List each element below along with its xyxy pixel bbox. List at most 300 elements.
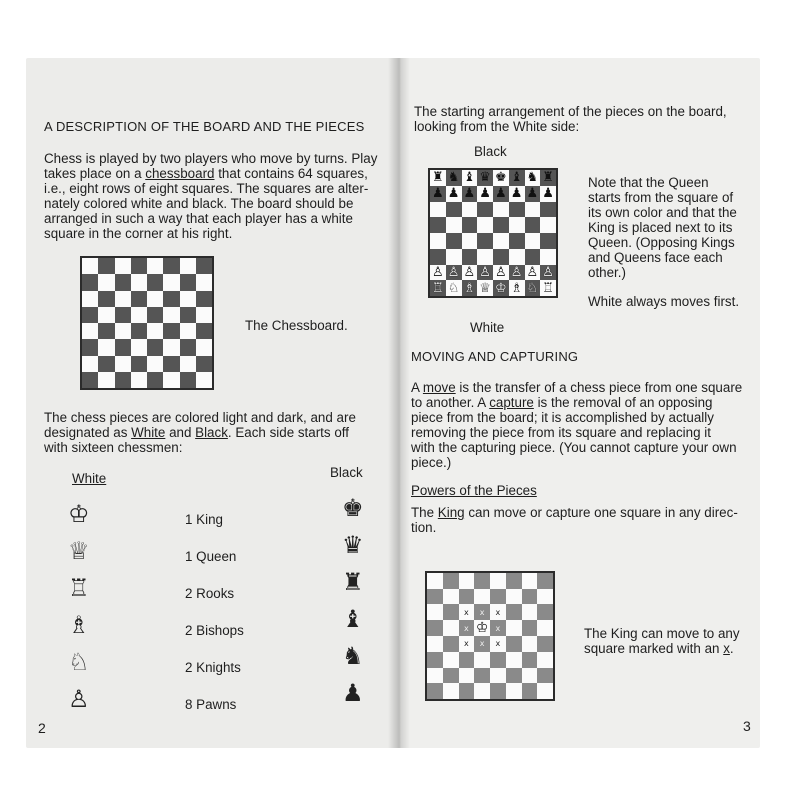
board-square [477,280,493,296]
white-piece-icon: ♙ [479,264,491,280]
board-square [525,265,541,281]
board-square [196,291,212,307]
board-square [490,668,506,684]
move-mark: x [464,607,469,617]
move-mark: x [495,623,501,633]
board-square [540,280,556,296]
black-piece-icon: ♛ [479,170,491,186]
board-square [446,186,462,202]
board-square [180,323,196,339]
board-square [443,620,459,636]
board-square [493,249,509,265]
board-square [180,258,196,274]
piece-count-label: 1 King [185,512,223,527]
board-square [522,652,538,668]
white-piece-icon: ♙ [542,264,554,280]
board-square [443,652,459,668]
board-square [474,620,490,636]
board-square [540,202,556,218]
board-square [474,683,490,699]
board-square [506,652,522,668]
white-queen-icon: ♕ [68,537,90,565]
powers-heading: Powers of the Pieces [411,483,537,498]
board-square [474,652,490,668]
piece-count-label: 2 Bishops [185,623,244,638]
note-line-6: and Queens face each [588,250,723,265]
black-queen-icon: ♛ [342,531,364,559]
board-square [115,274,131,290]
arrangement-line-2: looking from the White side: [414,119,580,134]
board-square [459,683,475,699]
board-square [490,604,506,620]
move-mark: x [479,607,485,617]
board-square [82,339,98,355]
board-square [522,620,538,636]
white-piece-icon: ♙ [432,264,444,280]
black-piece-icon: ♟ [495,186,507,202]
board-square [98,372,114,388]
board-square [430,233,446,249]
pieces-line-2: designated as White and Black. Each side starts off [44,425,349,440]
pieces-line-1: The chess pieces are colored light and dark, and are [44,410,356,425]
board-square [131,291,147,307]
board-square [522,604,538,620]
intro-line-3: i.e., eight rows of eight squares. The squares are alter- [44,181,369,196]
board-square [98,274,114,290]
board-square [180,339,196,355]
board-square [98,291,114,307]
move-mark: x [464,639,469,649]
black-piece-icon: ♟ [432,186,444,202]
black-rook-icon: ♜ [342,568,364,596]
board-square [427,589,443,605]
board-square [493,202,509,218]
board-square [459,573,475,589]
piece-count-label: 2 Knights [185,660,241,675]
white-term: White [131,425,166,440]
book-gutter [388,58,410,748]
board-square [493,233,509,249]
moving-line-6: piece.) [411,455,452,470]
black-piece-icon: ♞ [526,170,539,186]
black-pawn-icon: ♟ [342,679,364,707]
intro-line-6: square in the corner at his right. [44,226,233,241]
board-square [477,217,493,233]
board-square [180,372,196,388]
x-term: x [723,641,730,656]
board-square [147,291,163,307]
white-rook-icon: ♖ [68,574,90,602]
black-piece-icon: ♝ [510,170,523,186]
black-piece-icon: ♟ [526,186,539,202]
board-square [525,202,541,218]
white-piece-icon: ♘ [526,280,539,296]
board-square [131,372,147,388]
left-heading: A DESCRIPTION OF THE BOARD AND THE PIECES [44,119,365,134]
intro-line-1: Chess is played by two players who move by turns. Play [44,151,378,166]
king-term: King [437,505,465,520]
board-square [522,589,538,605]
board-square [115,339,131,355]
board-square [430,249,446,265]
white-knight-icon: ♘ [68,648,90,676]
board-square [462,265,478,281]
king-icon: ♔ [475,620,489,637]
board-square [196,307,212,323]
white-piece-icon: ♙ [526,264,539,280]
arrangement-line-1: The starting arrangement of the pieces on the board, [414,104,727,119]
board-square [506,683,522,699]
board-square [474,636,490,652]
intro-line-5: arranged in such a way that each player has a white [44,211,353,226]
moving-heading: MOVING AND CAPTURING [411,349,579,364]
board-square [131,323,147,339]
board-square [427,652,443,668]
board-square [522,683,538,699]
board-square [506,573,522,589]
page-number-left: 2 [38,720,46,736]
board-square [443,683,459,699]
board-square [98,356,114,372]
black-piece-icon: ♜ [432,170,444,186]
board-square [115,372,131,388]
white-side-label: White [470,320,505,335]
black-column-header: Black [330,465,363,480]
board-square [490,636,506,652]
king-caption-line-2: square marked with an x. [584,641,734,656]
board-square [443,604,459,620]
board-square [196,339,212,355]
black-piece-icon: ♚ [495,170,507,186]
board-square [474,573,490,589]
board-square [131,307,147,323]
board-square [82,307,98,323]
white-piece-icon: ♙ [463,264,476,280]
black-piece-icon: ♟ [463,186,476,202]
board-square [462,170,478,186]
board-square [509,265,525,281]
board-square [196,356,212,372]
board-square [493,186,509,202]
board-square [115,258,131,274]
black-side-label: Black [474,144,507,159]
board-square [462,186,478,202]
board-square [115,291,131,307]
board-square [459,620,475,636]
black-piece-icon: ♜ [542,170,554,186]
board-square [509,233,525,249]
chessboard-caption: The Chessboard. [245,318,348,333]
board-square [522,668,538,684]
starting-position-board [428,168,558,298]
board-square [98,323,114,339]
pieces-line-3: with sixteen chessmen: [44,440,183,455]
board-square [427,683,443,699]
board-square [196,258,212,274]
black-piece-icon: ♟ [542,186,554,202]
board-square [477,202,493,218]
board-square [196,274,212,290]
white-king-icon: ♔ [68,500,90,528]
board-square [477,186,493,202]
page-number-right: 3 [743,718,751,734]
board-square [462,249,478,265]
black-piece-icon: ♝ [463,170,476,186]
board-square [163,323,179,339]
board-square [430,186,446,202]
chessboard-term: chessboard [145,166,215,181]
board-square [474,604,490,620]
board-square [540,249,556,265]
board-square [490,683,506,699]
capture-term: capture [489,395,534,410]
black-term: Black [195,425,228,440]
board-square [98,339,114,355]
king-line-1: The King can move or capture one square in any direc- [411,505,738,520]
board-square [537,604,553,620]
white-bishop-icon: ♗ [68,611,90,639]
black-king-icon: ♚ [342,494,364,522]
board-square [509,280,525,296]
board-square [506,589,522,605]
board-square [131,356,147,372]
moving-line-3: piece from the board; it is accomplished by actually [411,410,714,425]
board-square [427,620,443,636]
board-square [459,652,475,668]
board-square [180,291,196,307]
board-square [537,652,553,668]
board-square [493,217,509,233]
empty-chessboard [80,256,214,390]
board-square [196,323,212,339]
note-line-1: Note that the Queen [588,175,709,190]
board-square [506,668,522,684]
board-square [474,589,490,605]
moving-line-4: removing the piece from its square and replacing it [411,425,711,440]
board-square [525,249,541,265]
board-square [459,636,475,652]
white-moves-first: White always moves first. [588,294,740,309]
board-square [446,202,462,218]
board-square [147,356,163,372]
board-square [427,636,443,652]
board-square [430,170,446,186]
board-square [462,217,478,233]
move-mark: x [495,607,501,617]
board-square [430,217,446,233]
board-square [537,573,553,589]
black-piece-icon: ♞ [447,170,460,186]
board-square [163,356,179,372]
board-square [446,249,462,265]
note-line-3: its own color and that the [588,205,737,220]
board-square [82,258,98,274]
moving-line-2: to another. A capture is the removal of an opposing [411,395,713,410]
board-square [163,258,179,274]
board-square [446,170,462,186]
board-square [98,307,114,323]
piece-count-label: 2 Rooks [185,586,235,601]
board-square [525,170,541,186]
note-line-7: other.) [588,265,626,280]
board-square [462,202,478,218]
white-column-header: White [72,471,107,486]
board-square [537,620,553,636]
piece-count-label: 1 Queen [185,549,237,564]
move-mark: x [479,639,485,649]
board-square [147,274,163,290]
board-square [509,186,525,202]
board-square [537,636,553,652]
board-square [446,233,462,249]
board-square [430,202,446,218]
board-square [131,258,147,274]
board-square [490,620,506,636]
board-square [147,323,163,339]
move-mark: x [495,639,501,649]
board-square [427,604,443,620]
move-mark: x [464,623,469,633]
board-square [163,339,179,355]
board-square [493,280,509,296]
white-piece-icon: ♙ [495,264,507,280]
white-piece-icon: ♖ [432,280,444,296]
board-square [540,217,556,233]
king-moves-board [425,571,555,701]
board-square [525,217,541,233]
king-caption-line-1: The King can move to any [584,626,740,641]
board-square [163,274,179,290]
board-square [180,356,196,372]
board-square [82,291,98,307]
board-square [477,265,493,281]
board-square [459,668,475,684]
board-square [537,683,553,699]
board-square [525,186,541,202]
board-square [490,652,506,668]
white-pawn-icon: ♙ [68,685,90,713]
black-piece-icon: ♟ [479,186,491,202]
white-piece-icon: ♘ [447,280,460,296]
king-line-2: tion. [411,520,437,535]
move-term: move [422,380,456,395]
board-square [82,372,98,388]
board-square [506,620,522,636]
board-square [147,258,163,274]
board-square [490,589,506,605]
intro-line-2: takes place on a chessboard that contains 64 squares, [44,166,368,181]
board-square [537,668,553,684]
board-square [446,217,462,233]
board-square [474,668,490,684]
board-square [522,573,538,589]
board-square [446,265,462,281]
black-bishop-icon: ♝ [342,605,364,633]
board-square [430,280,446,296]
board-square [525,280,541,296]
board-square [462,280,478,296]
board-square [477,233,493,249]
board-square [147,307,163,323]
white-piece-icon: ♙ [447,264,460,280]
board-square [459,604,475,620]
board-square [180,274,196,290]
board-square [446,280,462,296]
board-square [462,233,478,249]
black-knight-icon: ♞ [342,642,364,670]
board-square [493,170,509,186]
board-square [131,339,147,355]
board-square [493,265,509,281]
white-piece-icon: ♔ [495,280,507,296]
board-square [509,170,525,186]
board-square [115,323,131,339]
board-square [490,573,506,589]
white-piece-icon: ♙ [510,264,523,280]
board-square [427,668,443,684]
note-line-2: starts from the square of [588,190,734,205]
board-square [509,202,525,218]
board-square [506,604,522,620]
board-square [443,589,459,605]
board-square [443,573,459,589]
note-line-5: Queen. (Opposing Kings [588,235,735,250]
board-square [82,274,98,290]
board-square [163,372,179,388]
white-piece-icon: ♗ [463,280,476,296]
board-square [115,356,131,372]
black-piece-icon: ♟ [510,186,523,202]
white-piece-icon: ♖ [542,280,554,296]
board-square [430,265,446,281]
board-square [163,291,179,307]
board-square [115,307,131,323]
board-square [506,636,522,652]
board-square [540,170,556,186]
board-square [443,668,459,684]
board-square [525,233,541,249]
board-square [540,233,556,249]
board-square [147,372,163,388]
board-square [180,307,196,323]
board-square [163,307,179,323]
board-square [540,186,556,202]
board-square [196,372,212,388]
white-piece-icon: ♗ [510,280,523,296]
board-square [147,339,163,355]
board-square [131,274,147,290]
board-square [540,265,556,281]
board-square [509,249,525,265]
board-square [443,636,459,652]
board-square [477,249,493,265]
moving-line-5: with the capturing piece. (You cannot capture your own [411,440,737,455]
board-square [98,258,114,274]
board-square [82,323,98,339]
note-line-4: King is placed next to its [588,220,733,235]
board-square [427,573,443,589]
board-square [459,589,475,605]
black-piece-icon: ♟ [447,186,460,202]
intro-line-4: nately colored white and black. The board should be [44,196,354,211]
board-square [537,589,553,605]
board-square [82,356,98,372]
piece-count-label: 8 Pawns [185,697,237,712]
moving-line-1: A move is the transfer of a chess piece from one square [411,380,743,395]
board-square [522,636,538,652]
board-square [477,170,493,186]
board-square [509,217,525,233]
